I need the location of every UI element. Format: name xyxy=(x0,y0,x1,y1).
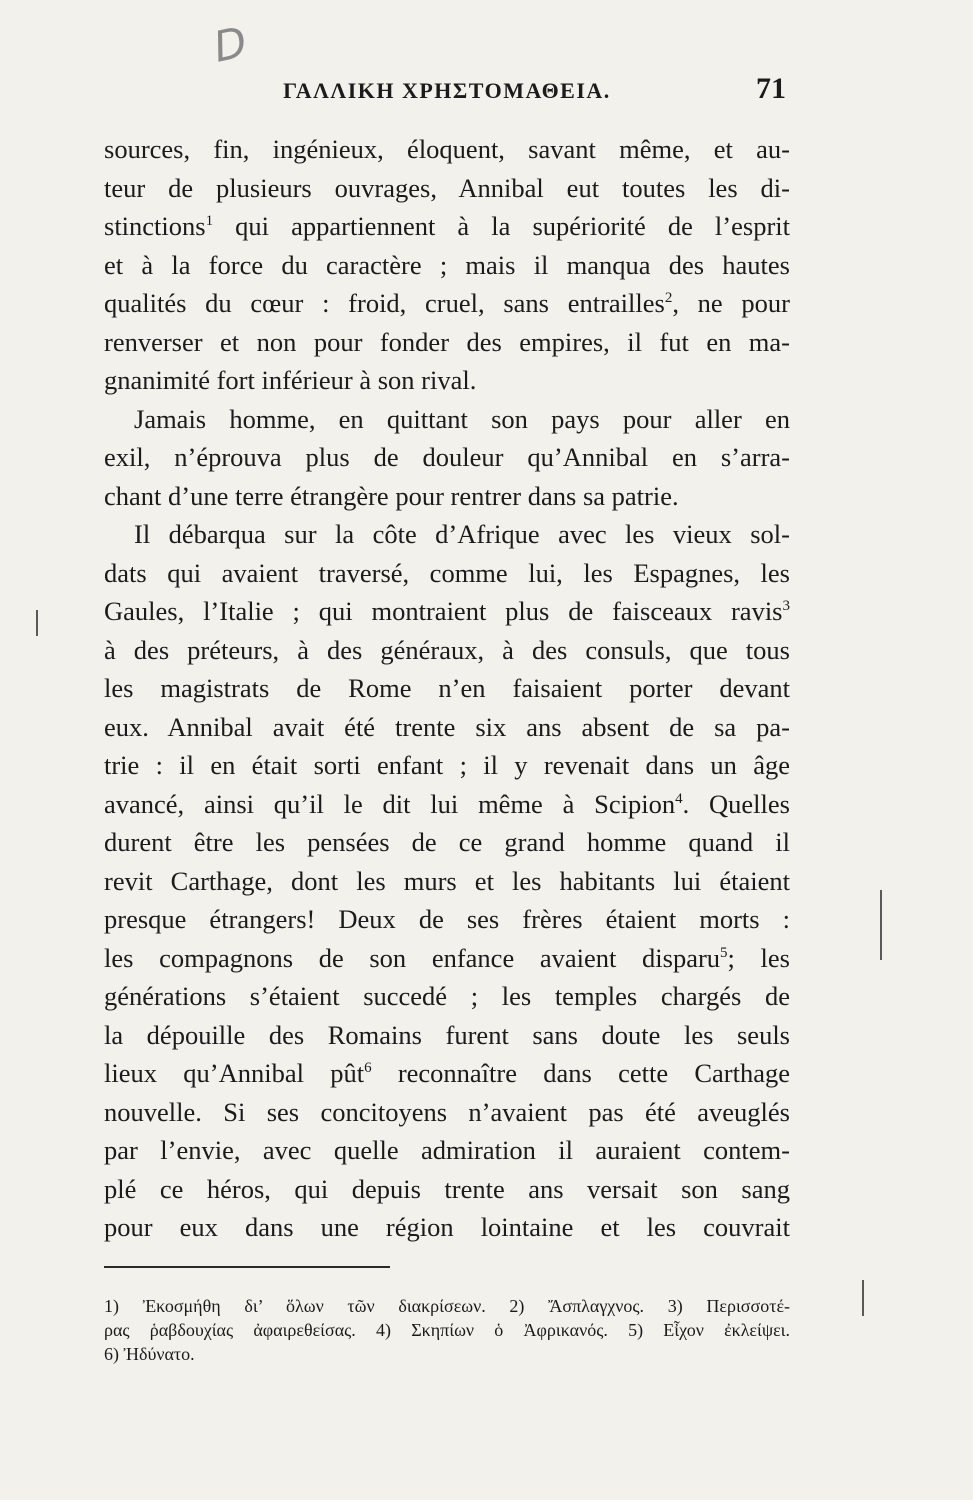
text-line: chant d’une terre étrangère pour rentrer dans sa patrie. xyxy=(104,480,679,511)
text-line: presque étrangers! Deux de ses frères étaient morts : xyxy=(104,904,790,934)
body-text xyxy=(104,130,790,1247)
handwritten-mark: D xyxy=(209,17,252,72)
text-line: les compagnons de son enfance avaient disparu$^5$; les xyxy=(104,942,790,973)
text-line: revit Carthage, dont les murs et les habitants lui étaient xyxy=(104,865,790,896)
footnote-ref: 2 xyxy=(664,290,673,307)
footnote-line: ρας ῥαβδουχίας ἀφαιρεθείσας. 4) Σκηπίων ὁ Ἀφρικανός. 5) Εἶχον ἐκλείψει. xyxy=(104,1320,790,1340)
text-line: trie : il en était sorti enfant ; il y revenait dans un âge xyxy=(104,750,790,780)
text-line: les magistrats de Rome n’en faisaient porter devant xyxy=(104,673,790,703)
text-line: avancé, ainsi qu’il le dit lui même à Scipion$^4$. Quelles xyxy=(104,788,790,819)
text-line: plé ce héros, qui depuis trente ans versait son sang xyxy=(104,1173,790,1204)
text-line: dats qui avaient traversé, comme lui, les Espagnes, les xyxy=(104,557,790,588)
text-line: eux. Annibal avait été trente six ans absent de sa pa- xyxy=(104,711,790,742)
page-number: 71 xyxy=(756,72,786,105)
text-line: Gaules, l’Italie ; qui montraient plus de faisceaux ravis$^3$ xyxy=(104,596,790,626)
footnote-ref: 1 xyxy=(205,213,214,230)
text-line: sources, fin, ingénieux, éloquent, savant même, et au- xyxy=(104,134,790,164)
running-title: ΓΑΛΛΙΚΗ ΧΡΗΣΤΟΜΑΘΕΙΑ. xyxy=(283,78,611,103)
footnote-ref: 5 xyxy=(720,944,728,961)
footnote-ref: 4 xyxy=(675,790,683,807)
text-line: renverser et non pour fonder des empires, il fut en ma- xyxy=(104,326,790,357)
page-header xyxy=(104,72,790,112)
footnote-ref: 6 xyxy=(364,1060,372,1077)
footnotes xyxy=(104,1294,790,1366)
margin-mark xyxy=(862,1280,864,1316)
footnote-ref: 3 xyxy=(782,598,790,615)
text-line: et à la force du caractère ; mais il manqua des hautes xyxy=(104,249,790,280)
text-line: gnanimité fort inférieur à son rival. xyxy=(104,365,477,395)
text-line: Jamais homme, en quittant son pays pour aller en xyxy=(134,403,790,434)
text-line: par l’envie, avec quelle admiration il auraient contem- xyxy=(104,1135,790,1165)
footnote-line: 1) Ἐκοσμήθη δι’ ὅλων τῶν διακρίσεων. 2) Ἄσπλαγχνος. 3) Περισσοτέ- xyxy=(104,1296,790,1316)
text-line: la dépouille des Romains furent sans doute les seuls xyxy=(104,1019,790,1050)
text-line: lieux qu’Annibal pût$^6$ reconnaître dans cette Carthage xyxy=(104,1058,790,1088)
margin-mark xyxy=(36,610,38,636)
text-line: Il débarqua sur la côte d’Afrique avec les vieux sol- xyxy=(134,519,790,549)
footnote-line: 6) Ἠδύνατο. xyxy=(104,1344,195,1364)
text-line: nouvelle. Si ses concitoyens n’avaient pas été aveuglés xyxy=(104,1096,790,1127)
text-line: à des préteurs, à des généraux, à des consuls, que tous xyxy=(104,634,790,665)
footnote-divider xyxy=(104,1266,390,1268)
text-line: générations s’étaient succedé ; les temples chargés de xyxy=(104,981,790,1011)
text-line: durent être les pensées de ce grand homme quand il xyxy=(104,827,790,857)
text-line: qualités du cœur : froid, cruel, sans entrailles$^2$, ne pour xyxy=(104,288,790,318)
text-line: pour eux dans une région lointaine et les couvrait xyxy=(104,1212,790,1242)
margin-mark xyxy=(880,890,882,960)
text-line: exil, n’éprouva plus de douleur qu’Annibal en s’arra- xyxy=(104,442,790,472)
text-line: teur de plusieurs ouvrages, Annibal eut toutes les di- xyxy=(104,172,790,203)
text-line: stinctions$^1$ qui appartiennent à la supériorité de l’esprit xyxy=(104,211,790,241)
